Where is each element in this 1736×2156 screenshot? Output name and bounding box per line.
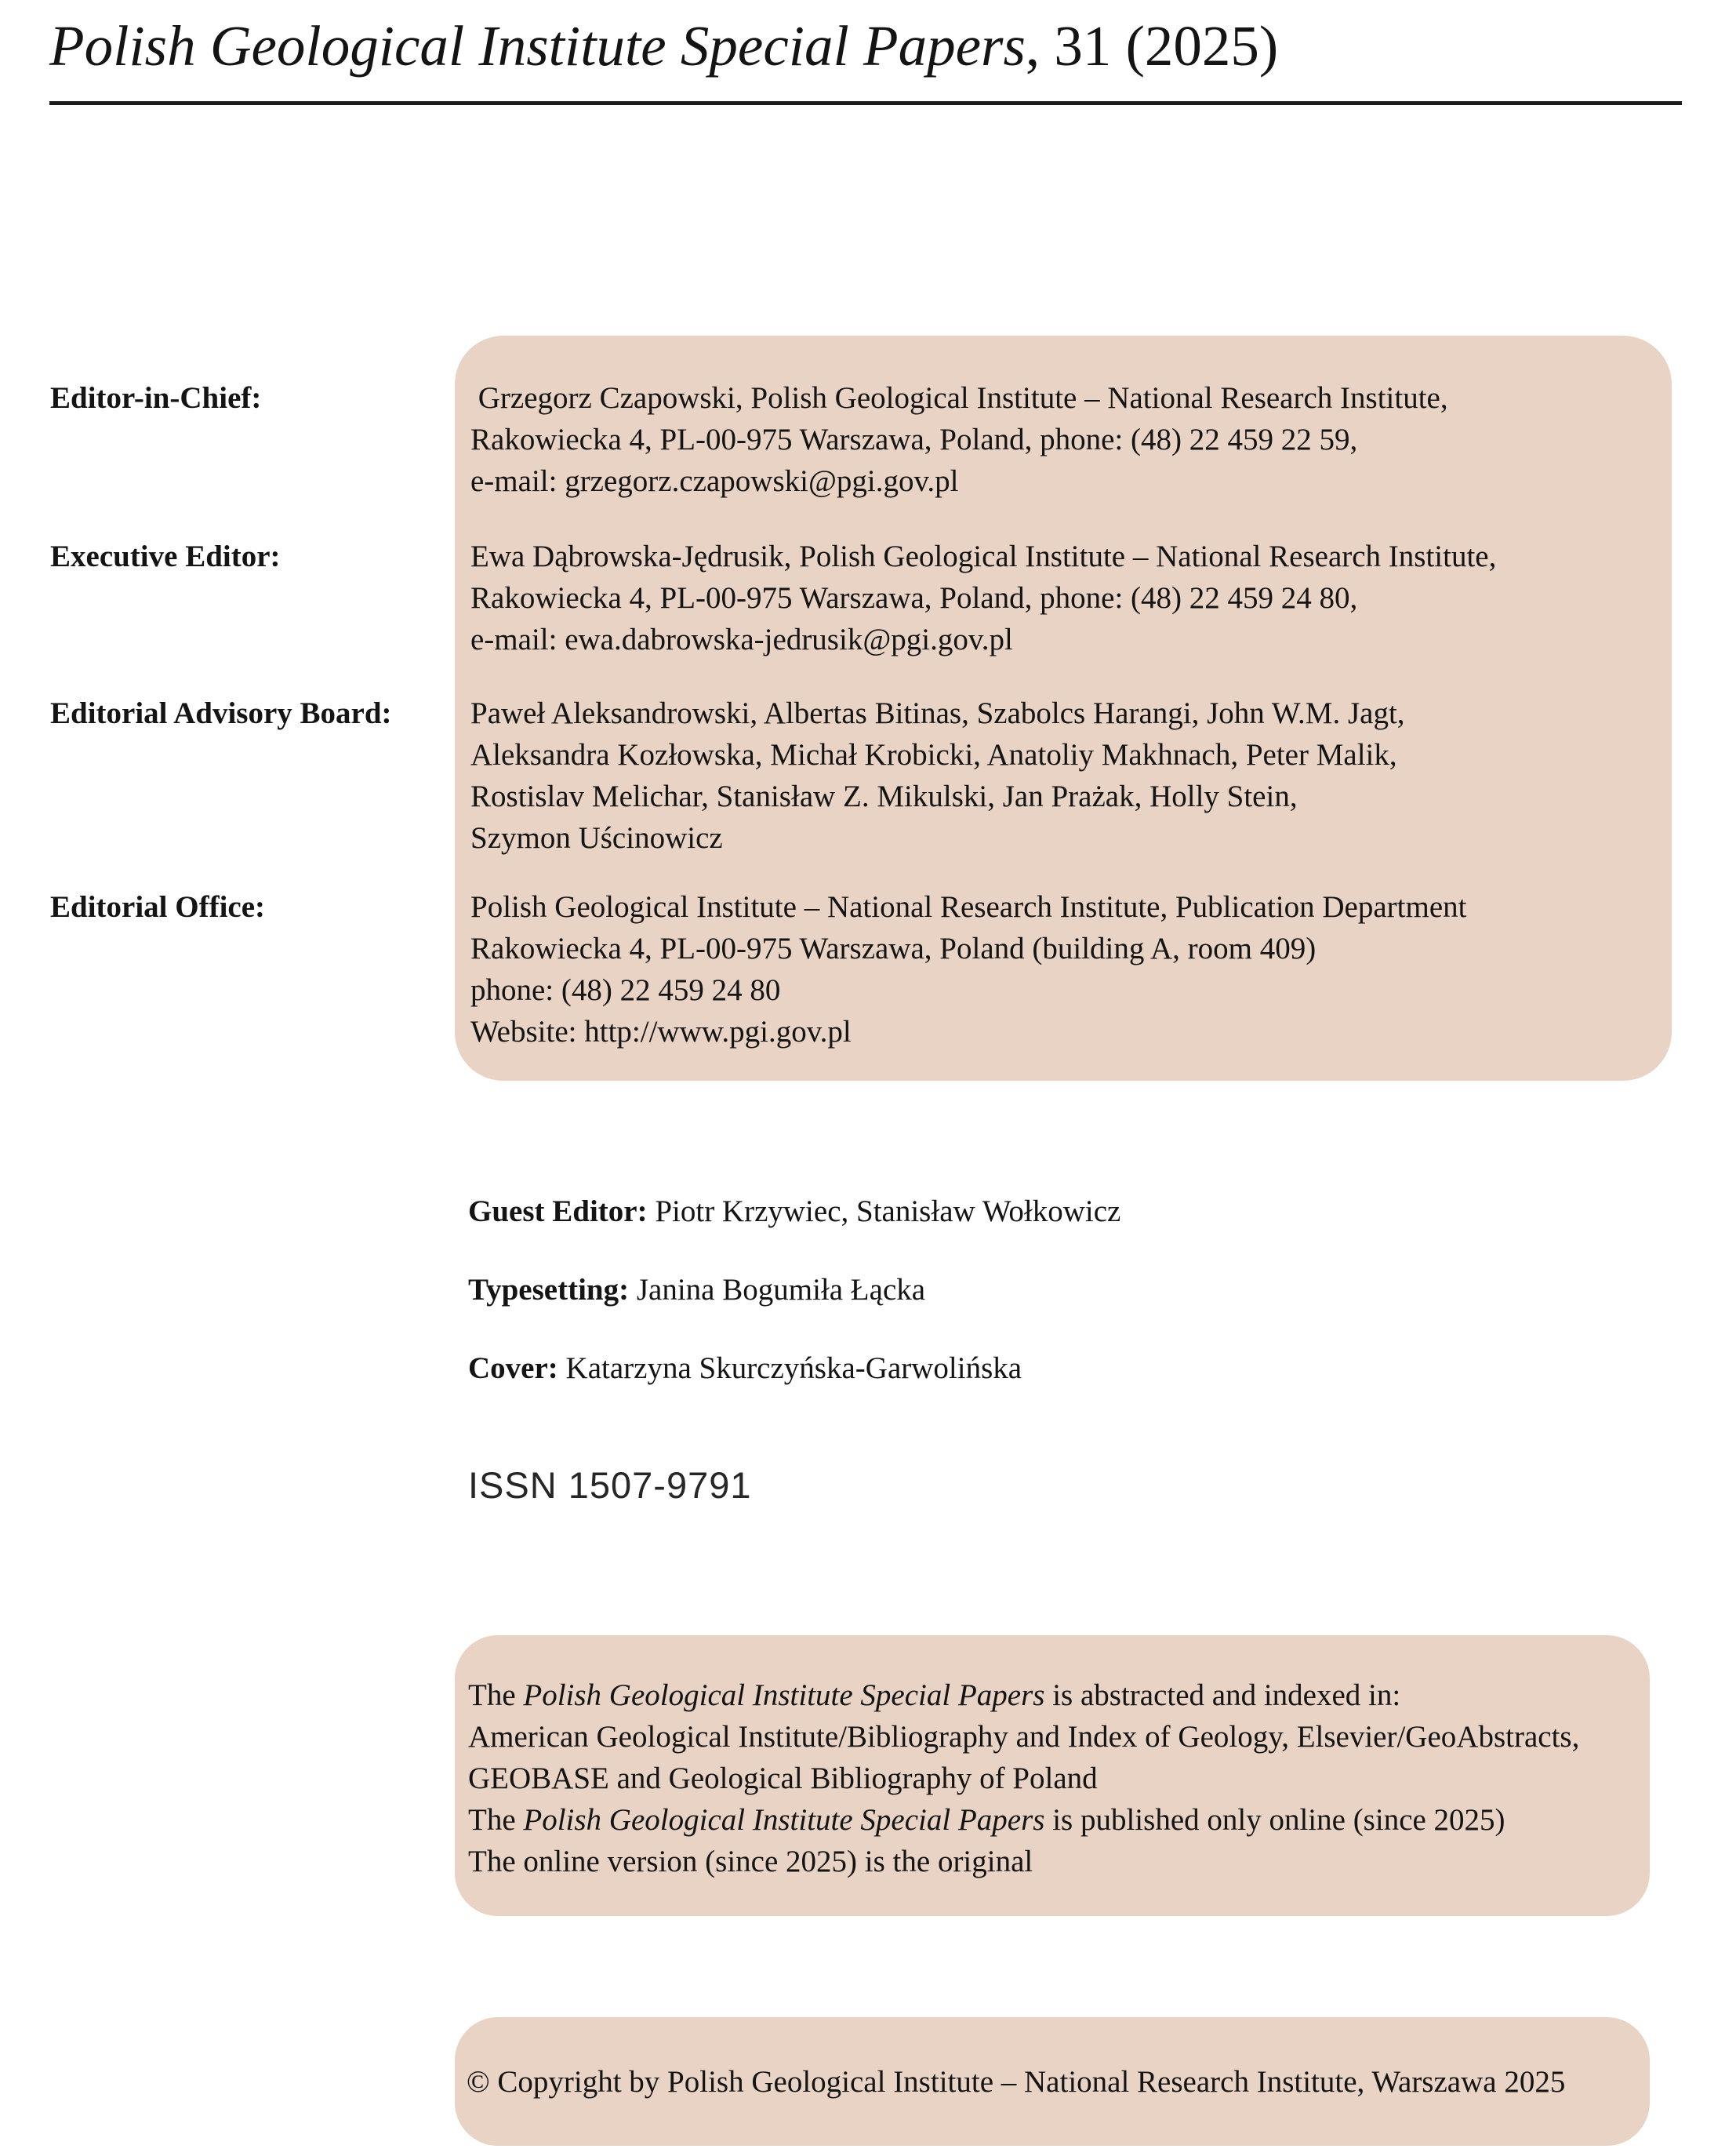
indexing-text bbox=[455, 1635, 1650, 1882]
masthead-line: Paweł Aleksandrowski, Albertas Bitinas, Szabolcs Harangi, John W.M. Jagt, bbox=[470, 696, 1405, 730]
credit-value: Janina Bogumiła Łącka bbox=[629, 1273, 926, 1307]
masthead-line: Rakowiecka 4, PL-00-975 Warszawa, Poland, phone: (48) 22 459 24 80, bbox=[470, 581, 1358, 615]
indexing-segment: The bbox=[468, 1678, 524, 1712]
copyright-text: © Copyright by Polish Geological Institute – National Research Institute, Warszawa 2025 bbox=[467, 2064, 1566, 2099]
credit-label: Guest Editor: bbox=[468, 1194, 648, 1228]
masthead-entry-executive-editor bbox=[470, 536, 1647, 660]
journal-title-inline: Polish Geological Institute Special Papers bbox=[523, 1678, 1045, 1712]
credit-value: Katarzyna Skurczyńska-Garwolińska bbox=[557, 1351, 1022, 1385]
masthead-line: Website: http://www.pgi.gov.pl bbox=[470, 1015, 852, 1049]
credit-typesetting bbox=[468, 1269, 1644, 1311]
indexing-line bbox=[468, 1674, 1618, 1716]
indexing-segment: The bbox=[468, 1803, 524, 1837]
masthead-entry-editorial-advisory-board bbox=[470, 693, 1647, 859]
credit-value: Piotr Krzywiec, Stanisław Wołkowicz bbox=[647, 1194, 1121, 1228]
masthead-label-editorial-advisory-board: Editorial Advisory Board: bbox=[50, 696, 392, 730]
indexing-segment: American Geological Institute/Bibliography and Index of Geology, Elsevier/GeoAbstracts, bbox=[468, 1720, 1580, 1754]
indexing-segment: GEOBASE and Geological Bibliography of Poland bbox=[468, 1762, 1098, 1795]
masthead-line: Rakowiecka 4, PL-00-975 Warszawa, Poland, phone: (48) 22 459 22 59, bbox=[470, 423, 1358, 456]
volume-year: , 31 (2025) bbox=[1025, 14, 1279, 78]
masthead-entry-editor-in-chief bbox=[470, 377, 1647, 502]
indexing-box bbox=[455, 1635, 1650, 1916]
journal-title: Polish Geological Institute Special Papers bbox=[49, 14, 1026, 78]
masthead-line: e-mail: ewa.dabrowska-jedrusik@pgi.gov.pl bbox=[470, 623, 1013, 656]
indexing-segment: The online version (since 2025) is the original bbox=[468, 1845, 1033, 1878]
copyright-box bbox=[455, 2017, 1650, 2146]
indexing-line bbox=[468, 1758, 1618, 1799]
masthead-entry-editorial-office bbox=[470, 886, 1647, 1053]
masthead-label-editor-in-chief: Editor-in-Chief: bbox=[50, 381, 262, 415]
masthead-line: Rakowiecka 4, PL-00-975 Warszawa, Poland (building A, room 409) bbox=[470, 932, 1317, 965]
masthead-line: Rostislav Melichar, Stanisław Z. Mikulski, Jan Prażak, Holly Stein, bbox=[470, 780, 1298, 813]
credit-cover bbox=[468, 1347, 1644, 1389]
issn-text: ISSN 1507-9791 bbox=[468, 1464, 752, 1506]
masthead-label-executive-editor: Executive Editor: bbox=[50, 540, 281, 573]
masthead-label-editorial-office: Editorial Office: bbox=[50, 890, 266, 924]
masthead-line: Szymon Uścinowicz bbox=[470, 821, 723, 855]
masthead-line: Grzegorz Czapowski, Polish Geological Institute – National Research Institute, bbox=[470, 381, 1448, 415]
masthead-line: phone: (48) 22 459 24 80 bbox=[470, 973, 781, 1007]
masthead-line: Ewa Dąbrowska-Jędrusik, Polish Geological Institute – National Research Institute, bbox=[470, 540, 1497, 573]
masthead-line: Polish Geological Institute – National Research Institute, Publication Department bbox=[470, 890, 1467, 924]
indexing-line bbox=[468, 1841, 1618, 1882]
credit-guest-editor bbox=[468, 1191, 1644, 1232]
indexing-line bbox=[468, 1799, 1618, 1841]
title-rule bbox=[49, 101, 1682, 105]
credit-label: Typesetting: bbox=[468, 1273, 630, 1307]
credit-label: Cover: bbox=[468, 1351, 558, 1385]
masthead-line: e-mail: grzegorz.czapowski@pgi.gov.pl bbox=[470, 464, 959, 498]
indexing-segment: is abstracted and indexed in: bbox=[1044, 1678, 1401, 1712]
journal-title-inline: Polish Geological Institute Special Papers bbox=[523, 1803, 1045, 1837]
indexing-segment: is published only online (since 2025) bbox=[1044, 1803, 1505, 1837]
masthead-line: Aleksandra Kozłowska, Michał Krobicki, Anatoliy Makhnach, Peter Malik, bbox=[470, 738, 1397, 772]
indexing-line bbox=[468, 1716, 1618, 1758]
page-title bbox=[49, 13, 1278, 80]
